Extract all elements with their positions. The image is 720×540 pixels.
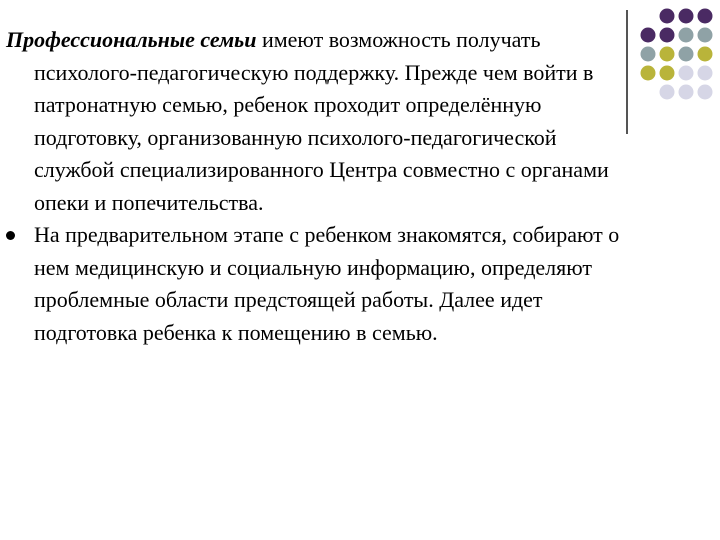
bullet-item-preliminary-stage [6, 219, 631, 349]
decorative-dot [660, 28, 675, 43]
decorative-dot [679, 47, 694, 62]
decorative-dot [660, 66, 675, 81]
decorative-dot [679, 28, 694, 43]
decorative-dot [679, 9, 694, 24]
paragraph-text: имеют возможность получать психолого-педагогическую поддержку. Прежде чем войти в патронатную семью, ребенок проходит определённую подготовку, организованную психолого-педагогической службой специализированного Центра совместно с органами опеки и попечительства. [34, 27, 609, 215]
decorative-dot [660, 47, 675, 62]
decorative-dot [698, 9, 713, 24]
decorative-dot [698, 28, 713, 43]
bullet-icon [6, 231, 15, 240]
decorative-dot [698, 85, 713, 100]
slide-text [6, 24, 631, 349]
decorative-dot [698, 47, 713, 62]
decorative-dot [641, 28, 656, 43]
decorative-dot [679, 66, 694, 81]
decorative-dot-grid [640, 8, 720, 120]
decorative-dot [641, 66, 656, 81]
paragraph-professional-families [6, 24, 631, 219]
decorative-dot [679, 85, 694, 100]
decorative-dot [698, 66, 713, 81]
decorative-dot [641, 47, 656, 62]
bullet-text: На предварительном этапе с ребенком знакомятся, собирают о нем медицинскую и социальную информацию, определяют проблемные области предстоящей работы. Далее идет подготовка ребенка к помещению в семью. [34, 222, 620, 345]
decorative-dot [660, 9, 675, 24]
decorative-dot [660, 85, 675, 100]
emphasized-term: Профессиональные семьи [6, 27, 257, 52]
